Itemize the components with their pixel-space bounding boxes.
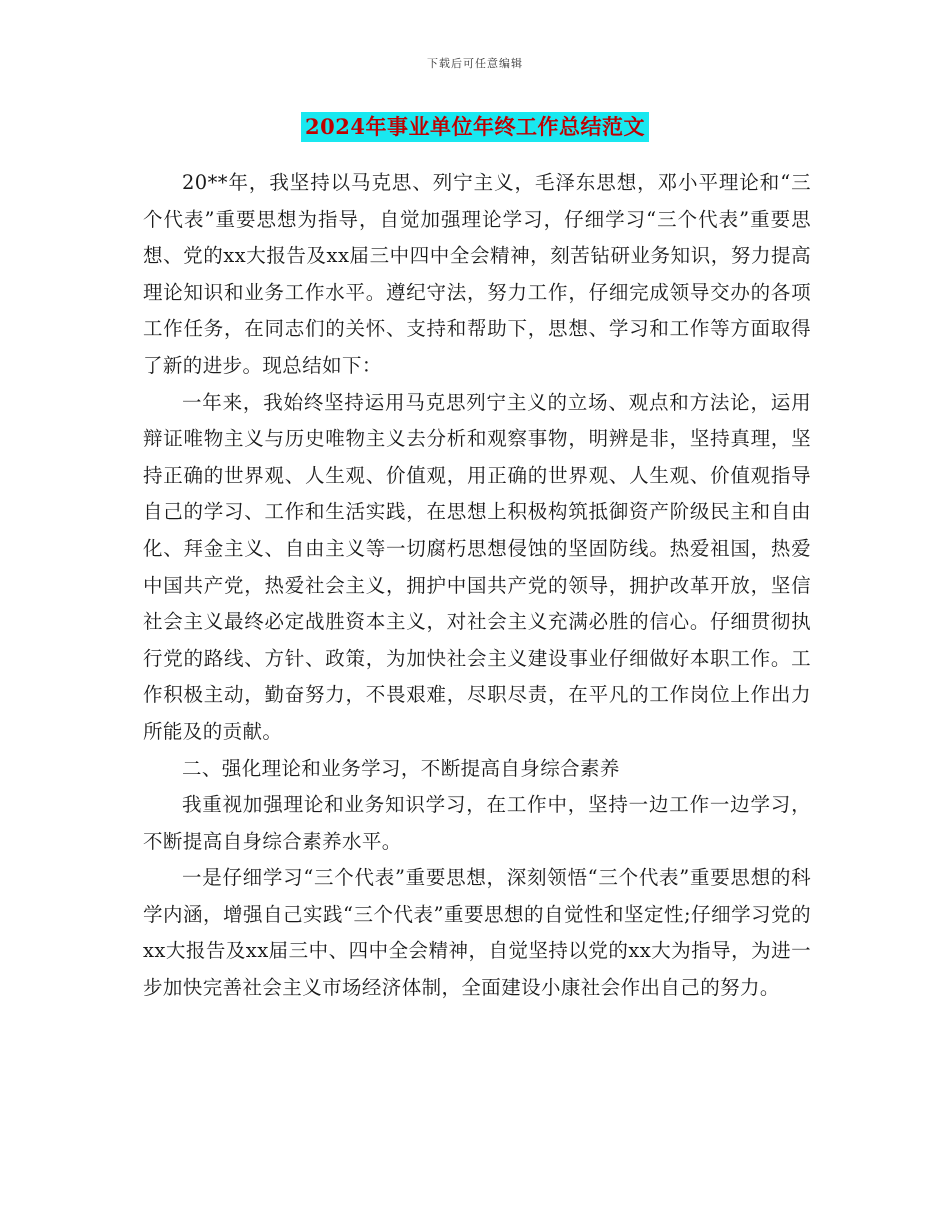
- document-body: [143, 165, 811, 1007]
- title-container: [0, 112, 950, 142]
- document-title: 2024年事业单位年终工作总结范文: [301, 112, 649, 142]
- paragraph-first-point: 一是仔细学习“三个代表”重要思想，深刻领悟“三个代表”重要思想的科学内涵，增强自己实践“三个代表”重要思想的自觉性和坚定性;仔细学习党的xx大报告及xx届三中、四中全会精神，自觉坚持以党的xx大为指导，为进一步加快完善社会主义市场经济体制，全面建设小康社会作出自己的努力。: [143, 866, 811, 1000]
- section-heading: 二、强化理论和业务学习，不断提高自身综合素养: [182, 756, 620, 780]
- paragraph-ideology: 一年来，我始终坚持运用马克思列宁主义的立场、观点和方法论，运用辩证唯物主义与历史唯物主义去分析和观察事物，明辨是非，坚持真理，坚持正确的世界观、人生观、价值观，用正确的世界观、人生观、价值观指导自己的学习、工作和生活实践，在思想上积极构筑抵御资产阶级民主和自由化、拜金主义、自由主义等一切腐朽思想侵蚀的坚固防线。热爱祖国，热爱中国共产党，热爱社会主义，拥护中国共产党的领导，拥护改革开放，坚信社会主义最终必定战胜资本主义，对社会主义充满必胜的信心。仔细贯彻执行党的路线、方针、政策，为加快社会主义建设事业仔细做好本职工作。工作积极主动，勤奋努力，不畏艰难，尽职尽责，在平凡的工作岗位上作出力所能及的贡献。: [143, 390, 811, 743]
- paragraph-intro: 20**年，我坚持以马克思、列宁主义，毛泽东思想，邓小平理论和“三个代表”重要思想为指导，自觉加强理论学习，仔细学习“三个代表”重要思想、党的xx大报告及xx届三中四中全会精神，刻苦钻研业务知识，努力提高理论知识和业务工作水平。遵纪守法，努力工作，仔细完成领导交办的各项工作任务，在同志们的关怀、支持和帮助下，思想、学习和工作等方面取得了新的进步。现总结如下：: [143, 171, 811, 377]
- paragraph-study: 我重视加强理论和业务知识学习，在工作中，坚持一边工作一边学习，不断提高自身综合素养水平。: [143, 793, 811, 853]
- header-note: 下载后可任意编辑: [427, 57, 523, 70]
